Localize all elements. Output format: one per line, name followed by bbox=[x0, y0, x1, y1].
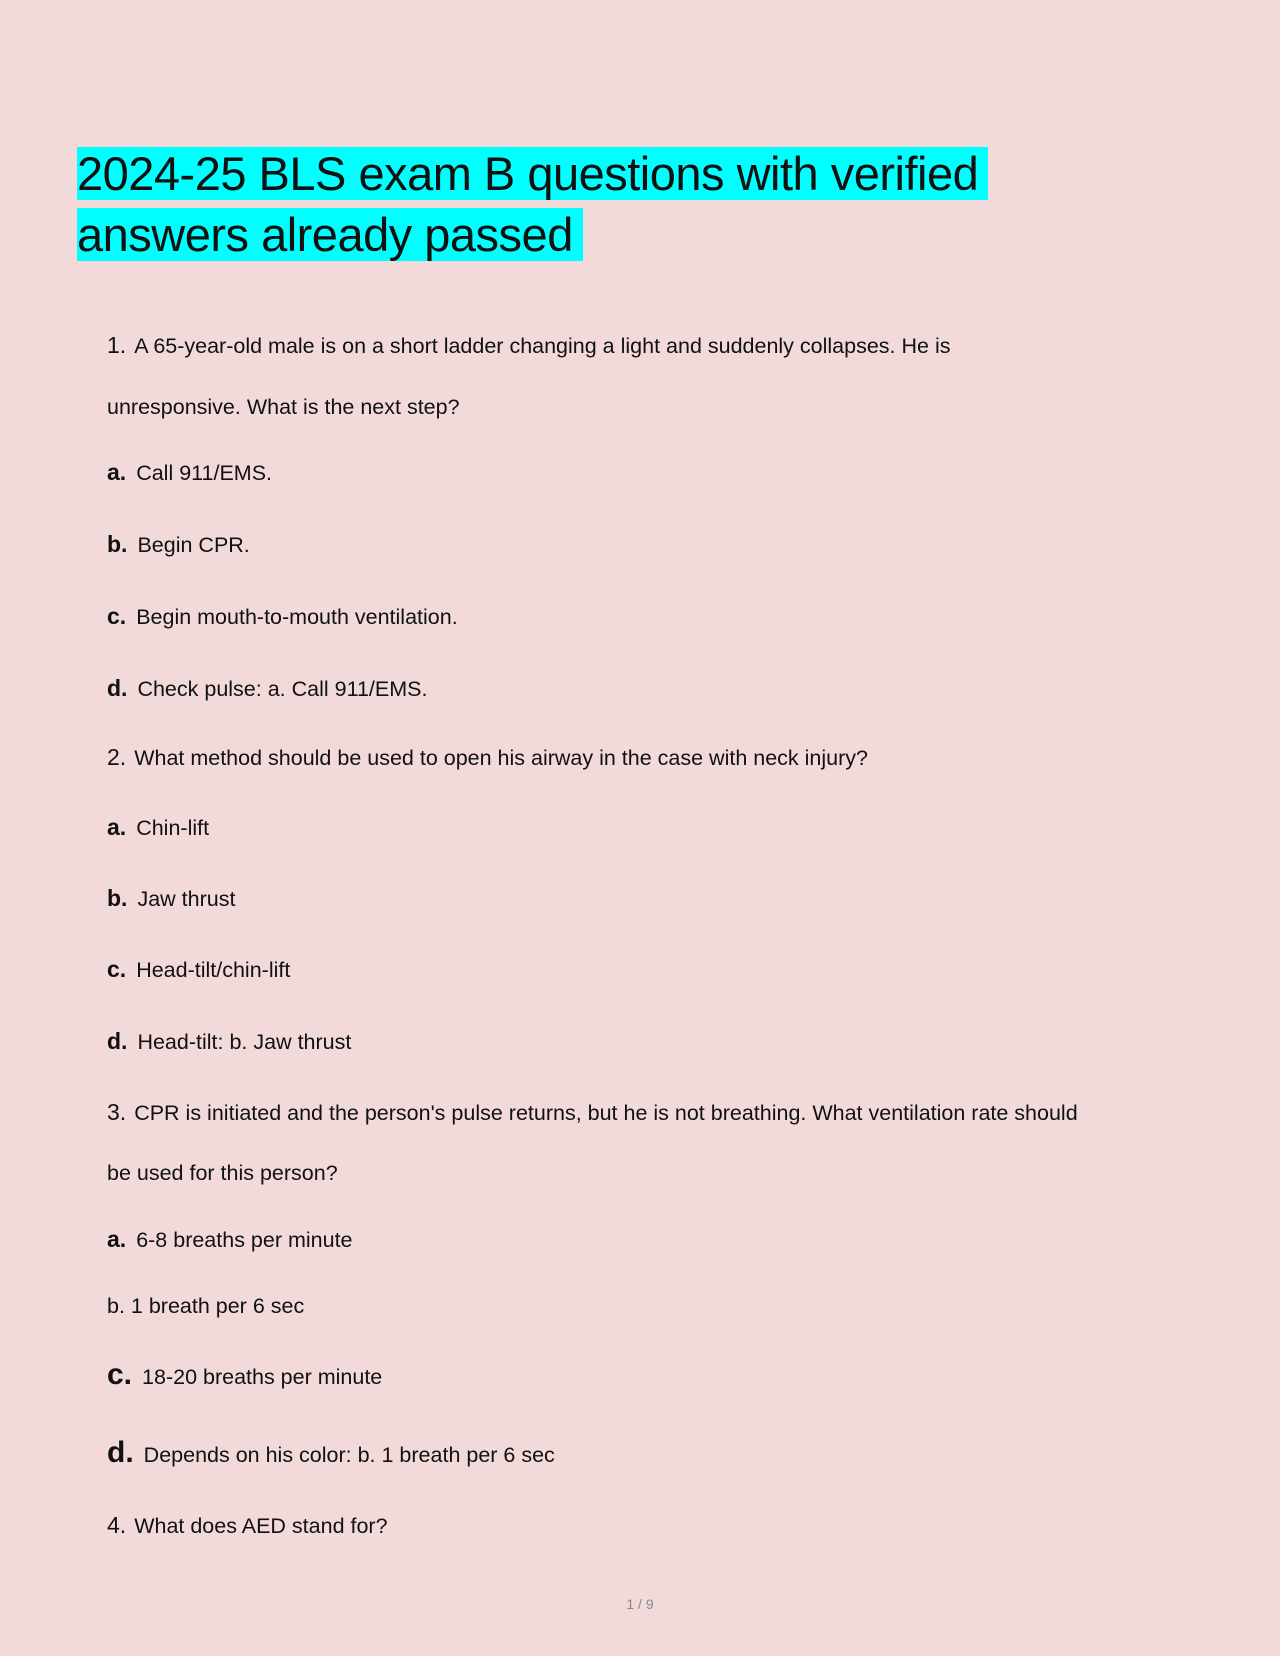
page-indicator: 1 / 9 bbox=[626, 1596, 654, 1612]
option bbox=[107, 1293, 304, 1319]
question-number: 4. bbox=[107, 1512, 127, 1538]
question-text: What method should be used to open his airway in the case with neck injury? bbox=[134, 746, 868, 770]
option-text: Begin mouth-to-mouth ventilation. bbox=[136, 605, 458, 629]
question-number: 2. bbox=[107, 744, 127, 770]
option-text: Head-tilt/chin-lift bbox=[136, 958, 291, 982]
question-3 bbox=[107, 1099, 1078, 1126]
question-2 bbox=[107, 744, 868, 771]
option-letter: a. bbox=[107, 459, 127, 485]
option bbox=[107, 1358, 383, 1391]
option-letter: b. bbox=[107, 531, 128, 557]
option-letter: c. bbox=[107, 1358, 133, 1391]
option-letter: d. bbox=[107, 675, 128, 701]
option bbox=[107, 459, 272, 486]
option-text: Chin-lift bbox=[136, 816, 210, 840]
option bbox=[107, 956, 290, 983]
question-text: What does AED stand for? bbox=[134, 1514, 388, 1538]
option-text: Depends on his color: b. 1 breath per 6 sec bbox=[143, 1443, 555, 1467]
option bbox=[107, 1226, 353, 1253]
option-letter: a. bbox=[107, 814, 127, 840]
option bbox=[107, 603, 458, 630]
option-letter: d. bbox=[107, 1028, 128, 1054]
question-number: 3. bbox=[107, 1099, 127, 1125]
option-text: Call 911/EMS. bbox=[136, 461, 273, 485]
question-text-cont: unresponsive. What is the next step? bbox=[107, 395, 460, 419]
option-letter: d. bbox=[107, 1436, 134, 1469]
option-text: b. 1 breath per 6 sec bbox=[107, 1294, 305, 1318]
question-text: CPR is initiated and the person's pulse returns, but he is not breathing. What ventilation rate should bbox=[134, 1101, 1078, 1125]
option bbox=[107, 885, 235, 912]
question-1 bbox=[107, 332, 950, 359]
option bbox=[107, 531, 250, 558]
option-letter: b. bbox=[107, 885, 128, 911]
option bbox=[107, 1436, 555, 1469]
question-text: A 65-year-old male is on a short ladder changing a light and suddenly collapses. He is bbox=[134, 334, 951, 358]
option-text: 6-8 breaths per minute bbox=[136, 1228, 353, 1252]
document-title bbox=[77, 143, 1137, 265]
option-text: Check pulse: a. Call 911/EMS. bbox=[137, 677, 428, 701]
option bbox=[107, 1028, 351, 1055]
option-text: Head-tilt: b. Jaw thrust bbox=[137, 1030, 352, 1054]
option-letter: c. bbox=[107, 603, 127, 629]
option bbox=[107, 814, 209, 841]
option bbox=[107, 675, 427, 702]
title-highlight: 2024-25 BLS exam B questions with verified answers already passed bbox=[77, 147, 988, 261]
option-text: 18-20 breaths per minute bbox=[142, 1365, 383, 1389]
option-text: Begin CPR. bbox=[137, 533, 250, 557]
option-letter: c. bbox=[107, 956, 127, 982]
option-letter: a. bbox=[107, 1226, 127, 1252]
option-text: Jaw thrust bbox=[137, 887, 236, 911]
question-4 bbox=[107, 1512, 388, 1539]
question-number: 1. bbox=[107, 332, 127, 358]
question-text-cont: be used for this person? bbox=[107, 1161, 338, 1185]
